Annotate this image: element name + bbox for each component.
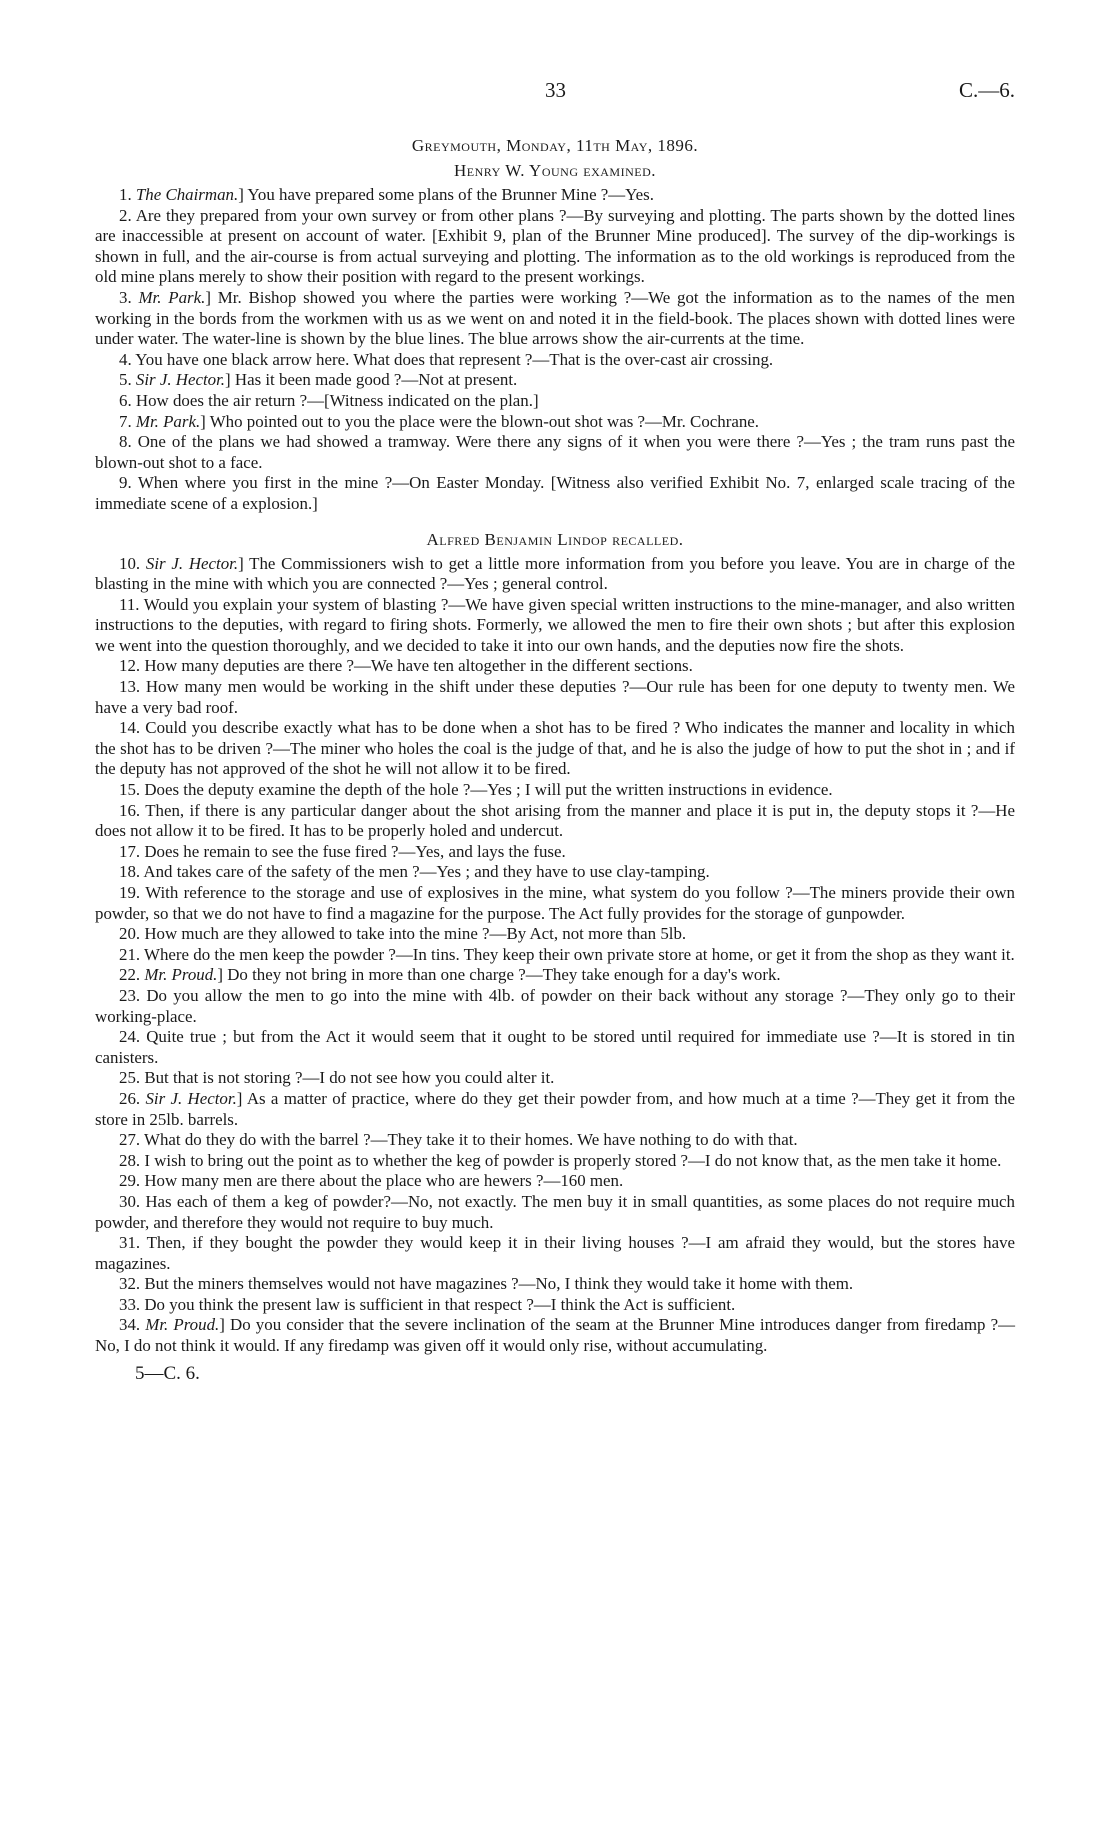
question-text: One of the plans we had showed a tramway. Were there any signs of it when you were there ?—Yes ; the tram runs past the blown-out shot to a face. (95, 432, 1015, 472)
witness-heading-young: Henry W. Young examined. (453, 161, 656, 180)
question-paragraph (95, 412, 1015, 433)
question-paragraph (95, 1089, 1015, 1130)
speaker-name: Sir J. Hector. (145, 1088, 237, 1108)
question-paragraph (95, 1233, 1015, 1274)
question-number: 12. (119, 656, 145, 676)
question-number: 28. (119, 1150, 145, 1170)
question-number: 18. (119, 862, 144, 882)
question-text: Are they prepared from your own survey or from other plans ?—By surveying and plotting. The parts shown by the dotted lines are inaccessible at present on account of water. [Exhibit 9, plan of the Brunner Mine produced]. The survey of the dip-workings is shown in full, and the air-course is from actual surveying and plotting. The information as to the old workings is reproduced from the old mine plans merely to show their position with regard to the present workings. (95, 205, 1015, 287)
document-reference: C.—6. (958, 78, 1015, 102)
question-paragraph (95, 1171, 1015, 1192)
question-text: ] Do you consider that the severe inclination of the seam at the Brunner Mine introduces danger from firedamp ?—No, I do not think it would. If any firedamp was given off it would only rise, without accumulating. (95, 1315, 1015, 1356)
question-paragraph (95, 595, 1015, 657)
question-number: 33. (119, 1294, 145, 1314)
question-paragraph (95, 780, 1015, 801)
question-paragraph (95, 656, 1015, 677)
question-number: 2. (119, 205, 136, 225)
question-text: Do you allow the men to go into the mine with 4lb. of powder on their back without any storage ?—They only go to their working-place. (95, 985, 1015, 1026)
question-number: 7. (119, 411, 136, 431)
question-text: You have one black arrow here. What does that represent ?—That is the over-cast air crossing. (135, 349, 774, 369)
witness-heading-lindop: Alfred Benjamin Lindop recalled. (426, 529, 684, 549)
question-number: 22. (119, 965, 145, 985)
question-number: 15. (119, 780, 145, 800)
testimony-young (95, 185, 1015, 515)
question-number: 6. (119, 390, 136, 410)
question-paragraph (95, 185, 1015, 206)
question-text: With reference to the storage and use of explosives in the mine, what system do you follow ?—The miners provide their own powder, so that we do not have to find a magazine for the purpose. The Act fully provides for the storage of gunpowder. (95, 883, 1016, 923)
question-text: Then, if they bought the powder they would keep it in their living houses ?—I am afraid they would, but the stores have magazines. (95, 1233, 1016, 1273)
question-paragraph (95, 862, 1015, 883)
question-paragraph (95, 1151, 1015, 1172)
question-number: 21. (119, 944, 145, 964)
question-paragraph (95, 350, 1015, 371)
question-number: 8. (119, 432, 138, 452)
question-number: 9. (119, 473, 138, 493)
question-text: Does he remain to see the fuse fired ?—Yes, and lays the fuse. (144, 841, 566, 861)
question-number: 13. (119, 677, 146, 697)
speaker-name: Mr. Park. (135, 411, 201, 431)
question-text: ] Who pointed out to you the place were the blown-out shot was ?—Mr. Cochrane. (200, 411, 759, 431)
question-text: When where you first in the mine ?—On Easter Monday. [Witness also verified Exhibit No. 7, enlarged scale tracing of the immediate scene of a explosion.] (95, 473, 1015, 513)
question-number: 20. (119, 924, 145, 944)
question-number: 4. (119, 349, 136, 369)
question-text: ] Do they not bring in more than one charge ?—They take enough for a day's work. (217, 965, 781, 985)
question-text: How much are they allowed to take into the mine ?—By Act, not more than 5lb. (144, 924, 687, 944)
question-paragraph (95, 801, 1015, 842)
question-text: How does the air return ?—[Witness indicated on the plan.] (135, 390, 539, 410)
page-header (95, 78, 1015, 118)
question-text: But that is not storing ?—I do not see how you could alter it. (144, 1068, 555, 1088)
footer-signature: 5—C. 6. (135, 1362, 200, 1384)
document-page (95, 78, 1015, 1385)
question-number: 11. (119, 594, 144, 614)
question-text: ] Has it been made good ?—Not at present. (225, 370, 518, 390)
question-number: 23. (119, 985, 147, 1005)
question-paragraph (95, 1130, 1015, 1151)
question-paragraph (95, 718, 1015, 780)
question-text: Quite true ; but from the Act it would seem that it ought to be stored until required for immediate use ?—It is stored in tin canisters. (95, 1027, 1015, 1067)
question-number: 3. (119, 287, 139, 307)
speaker-name: Mr. Proud. (145, 1315, 220, 1335)
question-text: How many men would be working in the shift under these deputies ?—Our rule has been for one deputy to twenty men. We have a very bad roof. (95, 677, 1015, 717)
question-paragraph (95, 842, 1015, 863)
question-number: 10. (119, 553, 146, 573)
question-text: What do they do with the barrel ?—They take it to their homes. We have nothing to do with that. (144, 1130, 798, 1150)
question-number: 1. (119, 185, 136, 204)
question-text: Does the deputy examine the depth of the hole ?—Yes ; I will put the written instructions in evidence. (144, 780, 833, 800)
page-number: 33 (545, 78, 566, 102)
question-paragraph (95, 370, 1015, 391)
question-text: How many deputies are there ?—We have ten altogether in the different sections. (144, 656, 693, 676)
speaker-name: Sir J. Hector. (135, 370, 226, 390)
question-number: 19. (119, 883, 146, 902)
question-number: 16. (119, 800, 146, 820)
question-number: 14. (119, 718, 146, 738)
speaker-name: The Chairman. (135, 185, 239, 204)
question-number: 25. (119, 1068, 145, 1088)
speaker-name: Mr. Park. (138, 287, 206, 307)
question-number: 5. (119, 370, 136, 390)
question-number: 34. (119, 1315, 146, 1335)
question-paragraph (95, 288, 1015, 350)
question-text: ] You have prepared some plans of the Brunner Mine ?—Yes. (238, 185, 654, 204)
question-number: 17. (119, 841, 145, 861)
question-number: 30. (119, 1191, 146, 1211)
question-text: ] Mr. Bishop showed you where the parties were working ?—We got the information as to the names of the men working in the bords from the workmen with us as we went on and noted it in the field-book. The places shown with dotted lines were under water. The water-line is shown by the blue lines. The blue arrows show the air-currents at the time. (95, 287, 1015, 349)
question-number: 29. (119, 1171, 145, 1191)
question-paragraph (95, 883, 1015, 924)
question-text: ] As a matter of practice, where do they get their powder from, and how much at a time ?—They get it from the store in 25lb. barrels. (95, 1088, 1015, 1129)
question-paragraph (95, 1315, 1015, 1356)
question-number: 31. (119, 1233, 147, 1253)
dateline: Greymouth, Monday, 11th May, 1896. (411, 136, 699, 155)
question-paragraph (95, 1027, 1015, 1068)
question-paragraph (95, 965, 1015, 986)
question-paragraph (95, 473, 1015, 514)
question-paragraph (95, 1274, 1015, 1295)
question-paragraph (95, 206, 1015, 288)
question-number: 32. (119, 1274, 145, 1294)
question-text: I wish to bring out the point as to whether the keg of powder is properly stored ?—I do not know that, as the men take it home. (144, 1150, 1002, 1170)
question-text: Could you describe exactly what has to be done when a shot has to be fired ? Who indicates the manner and locality in which the shot has to be driven ?—The miner who holes the coal is the judge of that, and he is also the judge of how to put the shot in ; and if the deputy has not approved of the shot he will not allow it to be fired. (95, 718, 1015, 779)
question-text: Where do the men keep the powder ?—In tins. They keep their own private store at home, or get it from the shop as they want it. (144, 944, 1015, 964)
question-paragraph (95, 924, 1015, 945)
question-paragraph (95, 1295, 1015, 1316)
question-text: Then, if there is any particular danger about the shot arising from the manner and place it is put in, the deputy stops it ?—He does not allow it to be fired. It has to be properly holed and undercut. (95, 800, 1016, 841)
speaker-name: Mr. Proud. (144, 965, 218, 985)
question-paragraph (95, 391, 1015, 412)
question-text: Do you think the present law is sufficient in that respect ?—I think the Act is sufficient. (144, 1294, 736, 1314)
question-number: 26. (119, 1088, 146, 1108)
question-paragraph (95, 677, 1015, 718)
question-text: ] The Commissioners wish to get a little more information from you before you leave. You are in charge of the blasting in the mine with which you are connected ?—Yes ; general control. (95, 553, 1015, 594)
question-text: Has each of them a keg of powder?—No, not exactly. The men buy it in small quantities, as some places do not require much powder, and therefore they would not require to buy much. (95, 1191, 1015, 1232)
question-text: How many men are there about the place who are hewers ?—160 men. (144, 1171, 624, 1191)
question-paragraph (95, 1068, 1015, 1089)
question-paragraph (95, 945, 1015, 966)
question-text: And takes care of the safety of the men ?—Yes ; and they have to use clay-tamping. (143, 862, 710, 882)
question-number: 24. (119, 1027, 147, 1047)
question-paragraph (95, 1192, 1015, 1233)
question-paragraph (95, 986, 1015, 1027)
testimony-lindop (95, 554, 1015, 1357)
question-paragraph (95, 554, 1015, 595)
question-paragraph (95, 432, 1015, 473)
question-number: 27. (119, 1130, 145, 1150)
speaker-name: Sir J. Hector. (145, 553, 239, 573)
question-text: Would you explain your system of blasting ?—We have given special written instructions to the mine-manager, and also written instructions to the deputies, with regard to firing shots. Formerly, we allowed the men to fire their own shots ; but after this explosion we went into the question thoroughly, and we decided to take it into our own hands, and the deputies now fire the shots. (95, 594, 1015, 655)
question-text: But the miners themselves would not have magazines ?—No, I think they would take it home with them. (144, 1274, 854, 1294)
